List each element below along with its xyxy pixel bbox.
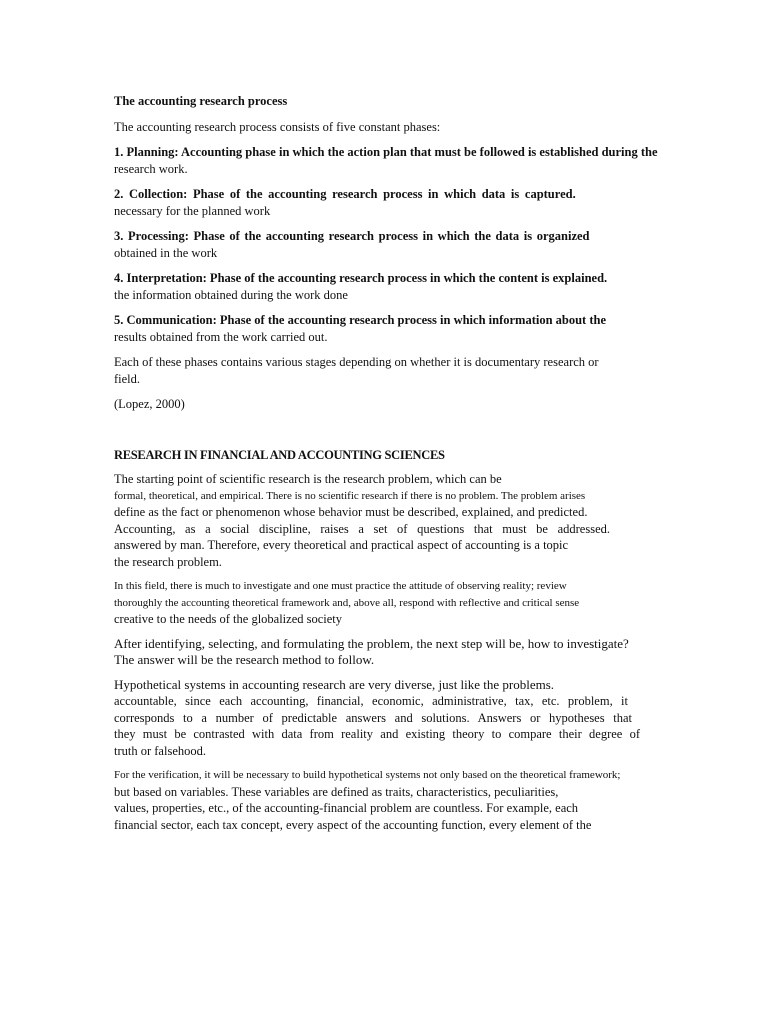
phase-planning [114, 144, 704, 177]
phase-continuation: obtained in the work [114, 245, 218, 260]
paragraph-research-problem [114, 471, 704, 570]
phase-processing [114, 228, 704, 261]
phase-interpretation [114, 270, 704, 303]
phase-continuation: necessary for the planned work [114, 203, 271, 218]
phase-heading: 3. Processing: Phase of the accounting research process in which the data is organized [114, 229, 590, 243]
paragraph-line: creative to the needs of the globalized society [114, 612, 343, 626]
paragraph-line: The answer will be the research method to follow. [114, 652, 375, 667]
paragraph-line: financial sector, each tax concept, every aspect of the accounting function, every element of the [114, 817, 592, 832]
paragraph-line: The starting point of scientific research is the research problem, which can be [114, 472, 502, 486]
paragraph-line: thoroughly the accounting theoretical framework and, above all, respond with reflective and critical sense [114, 596, 580, 609]
phase-collection [114, 186, 704, 219]
paragraph-line: corresponds to a number of predictable answers and solutions. Answers or hypotheses that [114, 710, 632, 725]
phase-heading: 1. Planning: Accounting phase in which the action plan that must be followed is established during the [114, 145, 658, 159]
phase-heading: 5. Communication: Phase of the accounting research process in which information about the [114, 313, 607, 327]
paragraph-line: Hypothetical systems in accounting research are very diverse, just like the problems. [114, 676, 555, 692]
paragraph-research-method [114, 636, 704, 669]
paragraph-line: they must be contrasted with data from reality and existing theory to compare their degree of [114, 727, 640, 741]
paragraph-line: accountable, since each accounting, financial, economic, administrative, tax, etc. problem, it [114, 694, 628, 708]
paragraph-line: the research problem. [114, 554, 222, 569]
document-page [114, 93, 704, 833]
paragraph-line: values, properties, etc., of the accounting-financial problem are countless. For example, each [114, 801, 579, 815]
phase-continuation: the information obtained during the work done [114, 287, 348, 302]
paragraph-verification [114, 767, 704, 833]
phase-communication [114, 312, 704, 345]
paragraph-line: For the verification, it will be necessary to build hypothetical systems not only based on the theoretical framework; [114, 769, 621, 781]
phase-heading: 2. Collection: Phase of the accounting research process in which data is captured. [114, 187, 576, 201]
phase-heading: 4. Interpretation: Phase of the accounting research process in which the content is explained. [114, 271, 608, 285]
section-title-research-financial-accounting: RESEARCH IN FINANCIAL AND ACCOUNTING SCIENCES [114, 447, 445, 462]
paragraph-line: truth or falsehood. [114, 743, 206, 758]
phase-continuation: research work. [114, 161, 188, 176]
citation: (Lopez, 2000) [114, 397, 185, 411]
paragraph-field-investigation [114, 578, 704, 628]
paragraph-line: After identifying, selecting, and formulating the problem, the next step will be, how to investigate? [114, 635, 629, 651]
paragraph-line: Each of these phases contains various stages depending on whether it is documentary research or [114, 355, 599, 369]
phases-closing-paragraph [114, 354, 704, 387]
phases-intro: The accounting research process consists of five constant phases: [114, 119, 441, 134]
paragraph-line: but based on variables. These variables are defined as traits, characteristics, peculiarities, [114, 784, 559, 799]
paragraph-line: formal, theoretical, and empirical. There is no scientific research if there is no problem. The problem arises [114, 489, 586, 502]
paragraph-line: In this field, there is much to investigate and one must practice the attitude of observing reality; review [114, 580, 567, 592]
paragraph-hypothetical-systems [114, 677, 704, 760]
section-title-accounting-research-process: The accounting research process [114, 94, 288, 108]
paragraph-line: field. [114, 371, 141, 386]
phase-continuation: results obtained from the work carried out. [114, 329, 328, 344]
paragraph-line: answered by man. Therefore, every theoretical and practical aspect of accounting is a topic [114, 538, 569, 552]
paragraph-line: Accounting, as a social discipline, raises a set of questions that must be addressed. [114, 521, 610, 536]
paragraph-line: define as the fact or phenomenon whose behavior must be described, explained, and predicted. [114, 505, 588, 519]
